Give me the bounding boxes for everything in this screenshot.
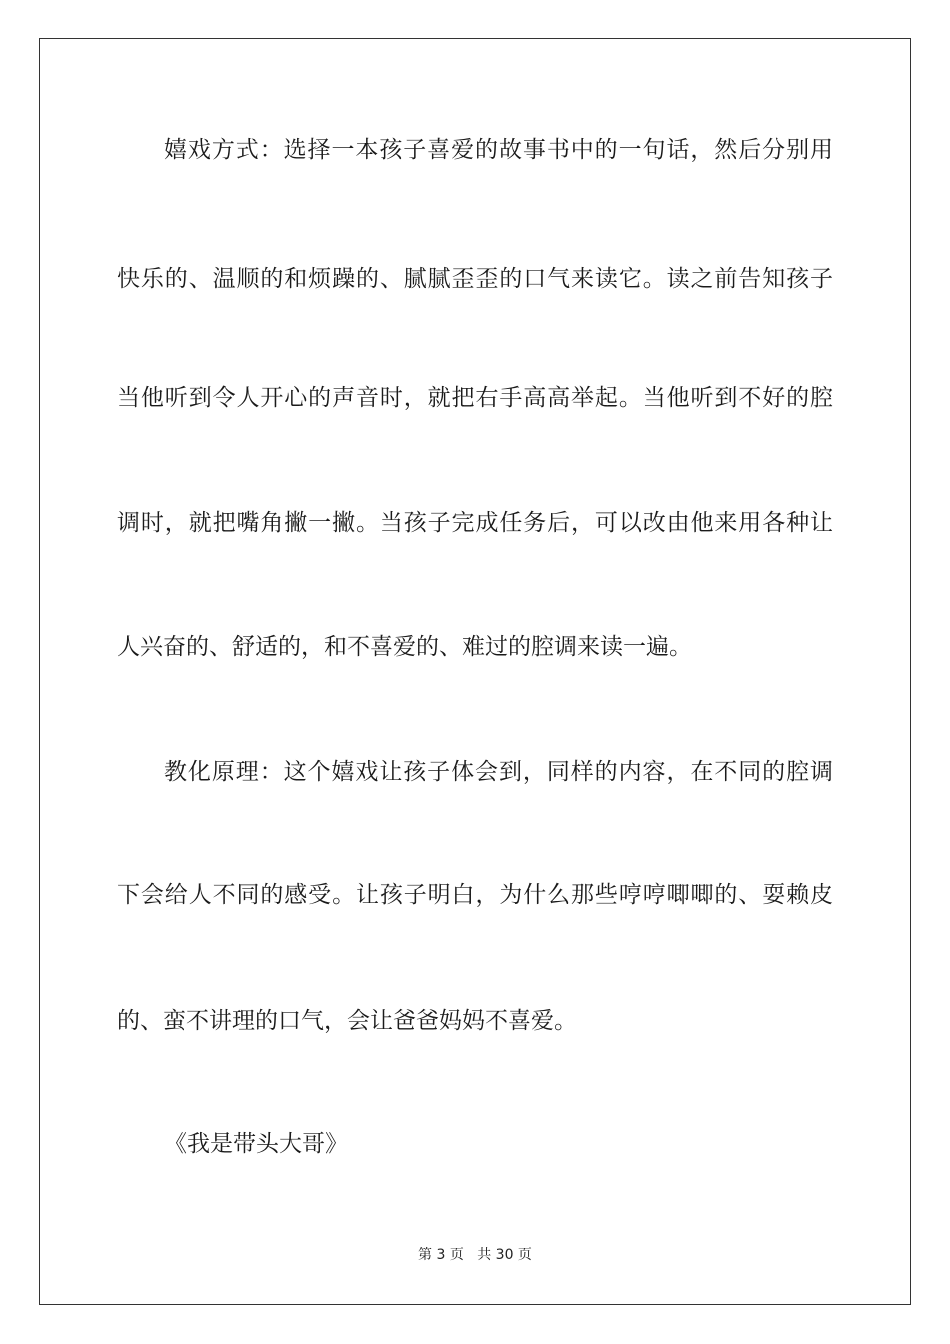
page-border: [39, 38, 911, 1305]
paragraph-1-line-2: 快乐的、温顺的和烦躁的、腻腻歪歪的口气来读它。读之前告知孩子: [117, 266, 833, 292]
page-footer: [0, 1245, 950, 1265]
paragraph-1-line-4: 调时，就把嘴角撇一撇。当孩子完成任务后，可以改由他来用各种让: [117, 510, 833, 536]
paragraph-2-line-1: 教化原理：这个嬉戏让孩子体会到，同样的内容，在不同的腔调: [164, 759, 833, 785]
page-number: 第 3 页: [418, 1247, 464, 1263]
paragraph-1-line-3: 当他听到令人开心的声音时，就把右手高高举起。当他听到不好的腔: [117, 385, 833, 411]
page-total: 共 30 页: [477, 1247, 532, 1263]
paragraph-2-line-2: 下会给人不同的感受。让孩子明白，为什么那些哼哼唧唧的、耍赖皮: [117, 882, 833, 908]
paragraph-1-line-5: 人兴奋的、舒适的，和不喜爱的、难过的腔调来读一遍。: [117, 634, 692, 660]
paragraph-2-line-3: 的、蛮不讲理的口气，会让爸爸妈妈不喜爱。: [117, 1008, 577, 1034]
paragraph-1-line-1: 嬉戏方式：选择一本孩子喜爱的故事书中的一句话，然后分别用: [164, 137, 833, 163]
section-title: 《我是带头大哥》: [164, 1131, 348, 1157]
